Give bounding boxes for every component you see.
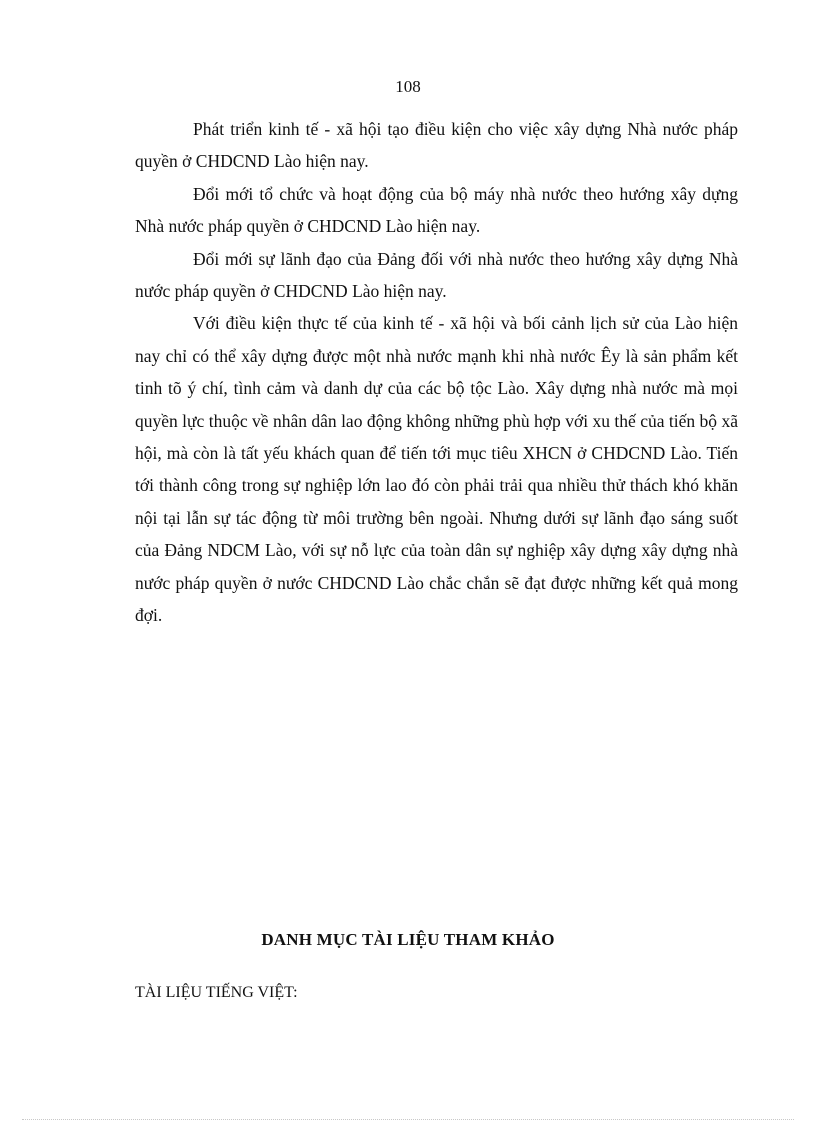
- paragraph-2: Đổi mới tổ chức và hoạt động của bộ máy nhà nước theo hướng xây dựng Nhà nước pháp quyền ở CHDCND Lào hiện nay.: [135, 183, 738, 237]
- page-number: 108: [395, 77, 421, 96]
- paragraph-3: Đổi mới sự lãnh đạo của Đảng đối với nhà nước theo hướng xây dựng Nhà nước pháp quyền ở CHDCND Lào hiện nay.: [135, 248, 738, 302]
- body-text: [135, 113, 738, 632]
- references-section-label: TÀI LIỆU TIẾNG VIỆT:: [135, 984, 298, 1001]
- references-heading: DANH MỤC TÀI LIỆU THAM KHẢO: [261, 930, 555, 949]
- page-bottom-divider: [22, 1119, 794, 1120]
- paragraph-4: Với điều kiện thực tế của kinh tế - xã hội và bối cảnh lịch sử của Lào hiện nay chỉ có thể xây dựng được một nhà nước mạnh khi nhà nước Êy là sản phẩm kết tinh tõ ý chí, tình cảm và danh dự của các bộ tộc Lào. Xây dựng nhà nước mà mọi quyền lực thuộc về nhân dân lao động không những phù hợp với xu thế của tiến bộ xã hội, mà còn là tất yếu khách quan để tiến tới mục tiêu XHCN ở CHDCND Lào. Tiến tới thành công trong sự nghiệp lớn lao đó còn phải trải qua nhiều thử thách khó khăn nội tại lẫn sự tác động từ môi trường bên ngoài. Nhưng dưới sự lãnh đạo sáng suốt của Đảng NDCM Lào, với sự nỗ lực của toàn dân sự nghiệp xây dựng xây dựng nhà nước pháp quyền ở nước CHDCND Lào chắc chắn sẽ đạt được những kết quả mong đợi.: [135, 313, 738, 626]
- paragraph-1: Phát triển kinh tế - xã hội tạo điều kiện cho việc xây dựng Nhà nước pháp quyền ở CHDCND Lào hiện nay.: [135, 119, 738, 172]
